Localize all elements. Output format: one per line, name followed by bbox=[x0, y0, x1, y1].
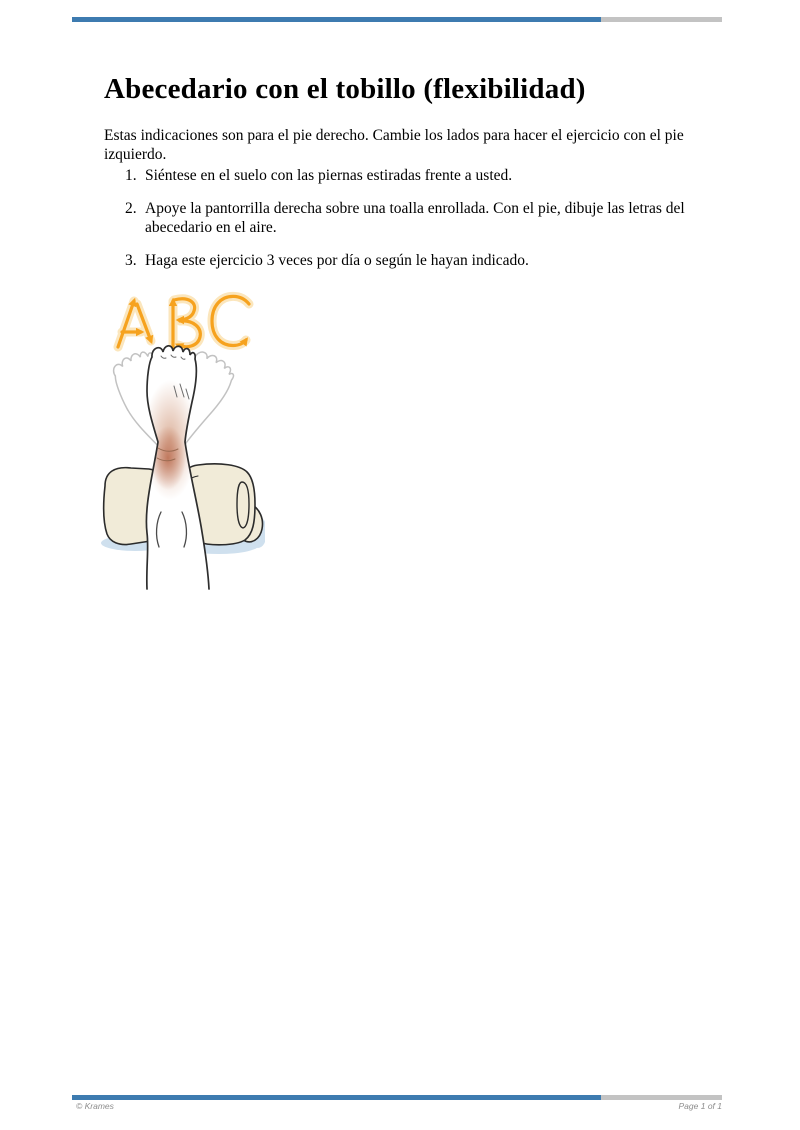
exercise-illustration bbox=[95, 290, 265, 590]
step-text: Haga este ejercicio 3 veces por día o según le hayan indicado. bbox=[145, 251, 529, 269]
step-text: Siéntese en el suelo con las piernas estiradas frente a usted. bbox=[145, 167, 513, 184]
step-item-1 bbox=[125, 166, 700, 186]
header-rule bbox=[72, 17, 722, 22]
footer-rule-gray-segment bbox=[601, 1095, 722, 1100]
footer-page-number: Page 1 of 1 bbox=[678, 1101, 722, 1111]
header-rule-blue-segment bbox=[72, 17, 601, 22]
page-title: Abecedario con el tobillo (flexibilidad) bbox=[104, 73, 586, 106]
step-item-3 bbox=[125, 251, 700, 271]
step-number: 2. bbox=[125, 199, 137, 217]
abc-letters bbox=[118, 296, 249, 347]
step-number: 1. bbox=[125, 167, 137, 184]
page-footer bbox=[72, 1101, 722, 1111]
footer-rule bbox=[72, 1095, 722, 1100]
letter-A-stroke-up bbox=[118, 301, 134, 347]
steps-list bbox=[125, 166, 700, 283]
step-number: 3. bbox=[125, 251, 137, 269]
step-item-2 bbox=[125, 199, 700, 238]
ankle-alphabet-drawing bbox=[95, 290, 265, 590]
header-rule-gray-segment bbox=[601, 17, 722, 22]
intro-paragraph: Estas indicaciones son para el pie derecho. Cambie los lados para hacer el ejercicio con el pie izquierdo. bbox=[104, 126, 684, 163]
step-text: Apoye la pantorrilla derecha sobre una toalla enrollada. Con el pie, dibuje las letras del abecedario en el aire. bbox=[145, 199, 685, 236]
footer-rule-blue-segment bbox=[72, 1095, 601, 1100]
footer-copyright: © Krames bbox=[76, 1101, 114, 1111]
